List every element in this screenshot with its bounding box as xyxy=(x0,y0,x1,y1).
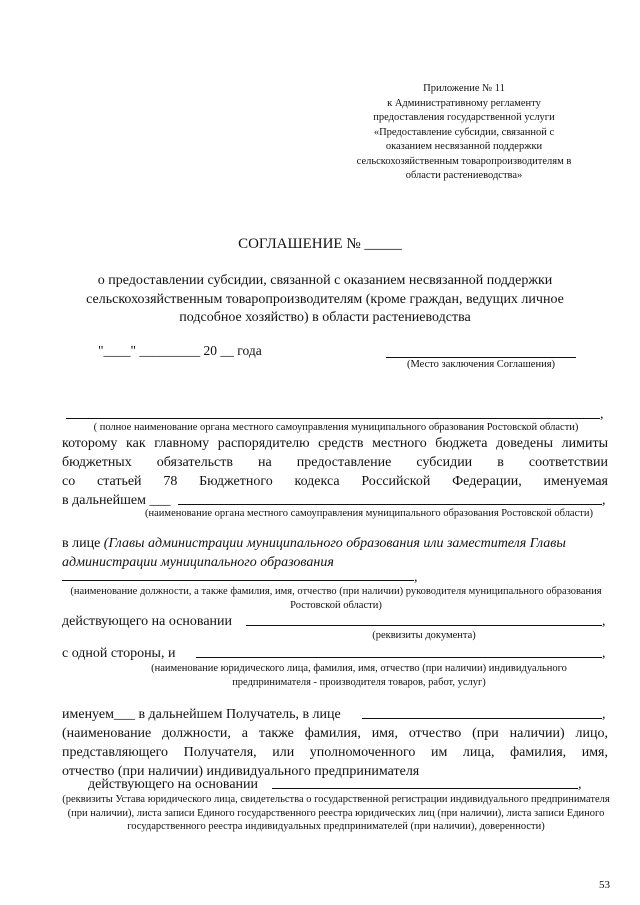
org-name-note: (наименование органа местного самоуправления муниципального образования Ростовской области) xyxy=(145,508,593,519)
para1-line: бюджетных обязательств на предоставление субсидии в соответствии xyxy=(62,455,608,470)
org-note: ( полное наименование органа местного самоуправления муниципального образования Ростовской области) xyxy=(93,422,579,433)
page-number: 53 xyxy=(599,879,610,891)
org-blank-line xyxy=(66,406,600,419)
subtitle-line: подсобное хозяйство) в области растениеводства xyxy=(179,310,471,325)
para1-line: со статьей 78 Бюджетного кодекса Российской Федерации, именуемая xyxy=(62,474,608,489)
appendix-line: предоставления государственной услуги xyxy=(373,112,555,123)
position-note: (наименование должности, а также фамилия, имя, отчество (при наличии) руководителя муниципального образования Ростовской области) xyxy=(70,586,602,611)
recipient-blank-line xyxy=(362,706,602,719)
date-line: "____" _________ 20 __ года xyxy=(98,343,262,358)
appendix-line: к Административному регламенту xyxy=(387,97,541,109)
doc-details-note: (реквизиты документа) xyxy=(372,630,476,641)
para2-line: (наименование должности, а также фамилия, имя, отчество (при наличии) лицо, xyxy=(62,726,608,741)
hereinafter-blank-line xyxy=(178,492,602,505)
document-subtitle xyxy=(60,272,590,328)
one-side-blank-line xyxy=(196,645,602,658)
appendix-line: Приложение № 11 xyxy=(423,83,505,94)
acting-basis2-text: действующего на основании xyxy=(88,777,259,792)
appendix-line: «Предоставление субсидии, связанной с xyxy=(373,126,555,138)
position-blank-line xyxy=(62,568,414,581)
appendix-line: оказанием несвязанной поддержки xyxy=(385,141,543,152)
place-note: (Место заключения Соглашения) xyxy=(406,359,556,370)
org-comma: , xyxy=(600,407,604,422)
acting-basis-text: действующего на основании xyxy=(62,614,233,629)
acting-basis2-blank-line xyxy=(272,776,578,789)
legal-entity-note: (наименование юридического лица, фамилия, имя, отчество (при наличии) индивидуального предпринимателя - производителя товаров, работ, услуг) xyxy=(151,663,567,688)
document-title: СОГЛАШЕНИЕ № _____ xyxy=(238,236,402,252)
para1-line: которому как главному распорядителю средств местного бюджета доведены лимиты xyxy=(62,436,608,451)
acting-basis-comma: , xyxy=(602,614,606,629)
one-side-comma: , xyxy=(602,646,606,661)
in-person-text xyxy=(62,534,610,572)
one-side-text: с одной стороны, и xyxy=(62,646,176,661)
acting-basis-blank-line xyxy=(246,613,602,626)
final-note: (реквизиты Устава юридического лица, свидетельства о государственной регистрации индивидуального предпринимателя (при наличии), листа записи Единого государственного реестра юридических лиц (при наличии), листа записи Единого государственного реестра индивидуальных предпринимателей (при наличии), доверенности) xyxy=(62,794,610,832)
acting-basis2-comma: , xyxy=(578,777,582,792)
para2-last-line: отчество (при наличии) индивидуального предпринимателя xyxy=(62,764,420,779)
hereinafter-comma: , xyxy=(602,493,606,508)
position-comma: , xyxy=(414,570,418,585)
recipient-comma: , xyxy=(602,707,606,722)
in-person-italic: (Главы администрации муниципального образования или заместителя Главы администрации муниципального образования xyxy=(62,536,566,570)
named-recipient-text: именуем___ в дальнейшем Получатель, в лице xyxy=(62,707,341,722)
subtitle-line: сельскохозяйственным товаропроизводителям (кроме граждан, ведущих личное xyxy=(86,291,564,307)
appendix-line: области растениеводства» xyxy=(405,170,523,181)
appendix-line: сельскохозяйственным товаропроизводителям в xyxy=(356,155,572,167)
place-blank-line xyxy=(386,344,576,358)
para2-line: представляющего Получателя, или уполномоченного им лица, фамилия, имя, xyxy=(62,745,608,760)
in-person-prefix: в лице xyxy=(62,536,101,551)
appendix-header xyxy=(330,82,598,184)
hereinafter-text: в дальнейшем ___ xyxy=(62,493,171,508)
subtitle-line: о предоставлении субсидии, связанной с оказанием несвязанной поддержки xyxy=(97,273,553,288)
